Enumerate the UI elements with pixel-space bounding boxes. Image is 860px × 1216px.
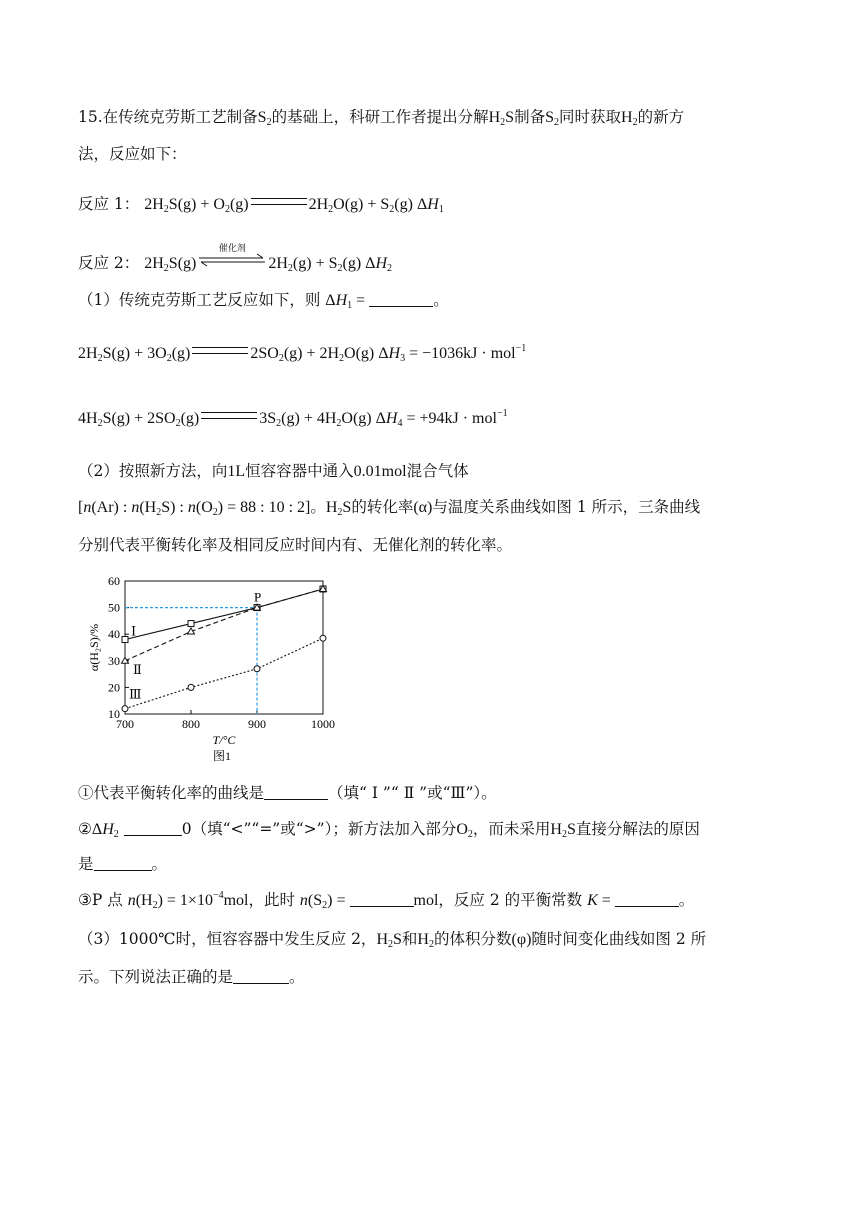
answer-blank-reason[interactable] bbox=[94, 856, 152, 871]
claus-reaction-3: $2H_2S(g) + 3O_2(g) 2SO_2(g) + 2H_2O(g) \Delta H_3 = -1036kJ \cdot mol^{-1}$ bbox=[78, 343, 527, 364]
part-3-line-2: 示。下列说法正确的是 。 bbox=[78, 968, 305, 986]
answer-blank-dh2[interactable] bbox=[124, 821, 182, 836]
claus-reaction-4: $4H_2S(g) + 2SO_2(g) 3S_2(g) + 4H_2O(g) \Delta H_4 = +94kJ \cdot mol^{-1}$ bbox=[78, 408, 508, 429]
x-axis-label: T/°C bbox=[212, 733, 236, 747]
question-number: 15. bbox=[78, 108, 103, 126]
x-tick-label: 900 bbox=[248, 717, 266, 731]
question-b-line-1: $②\Delta H_2$ 0（填“<”“=”或“>”）；新方法加入部分$O_2$，而未采用$H_2S$直接分解法的原因 bbox=[78, 820, 700, 840]
catalyst-label: 催化剂 bbox=[218, 244, 246, 254]
y-tick-label: 20 bbox=[108, 680, 120, 695]
intro-line-2: 法，反应如下： bbox=[78, 145, 187, 163]
chart-svg bbox=[78, 572, 338, 772]
series-line-2 bbox=[125, 589, 323, 661]
figure-caption: 图1 bbox=[212, 749, 232, 763]
y-tick-label: 50 bbox=[108, 600, 120, 615]
part-2-line-1: （2）按照新方法，向1L恒容容器中通入0.01mol混合气体 bbox=[78, 462, 469, 480]
part-2-line-3: 分别代表平衡转化率及相同反应时间内有、无催化剂的转化率。 bbox=[78, 536, 513, 554]
reaction-2: 反应 2： $2H_2S(g)$ 催化剂 $2H_2(g) + S_2(g)$ $\Delta H_2$ bbox=[78, 250, 392, 275]
y-tick-label: 60 bbox=[108, 574, 120, 588]
intro-line-1: 15.在传统克劳斯工艺制备$S_2$的基础上，科研工作者提出分解$H_2S$制备$S_2$同时获取$H_2$的新方 bbox=[78, 108, 685, 128]
series-line-1 bbox=[125, 589, 323, 640]
equilibrium-arrow-icon bbox=[197, 244, 267, 270]
reaction-2-label: 反应 2： bbox=[78, 254, 140, 272]
x-tick-label: 800 bbox=[182, 717, 200, 731]
answer-blank-part3[interactable] bbox=[233, 969, 289, 984]
part-3-line-1: （3）1000℃时，恒容容器中发生反应 2，$H_2S$和$H_2$的体积分数(φ)随时间变化曲线如图 2 所 bbox=[78, 930, 707, 950]
y-tick-label: 40 bbox=[108, 627, 120, 642]
reaction-1-label: 反应 1： bbox=[78, 195, 140, 213]
figure-1-chart bbox=[78, 572, 338, 772]
series-label-1: Ⅰ bbox=[131, 623, 137, 639]
series-line-3 bbox=[125, 638, 323, 708]
question-c: ③P 点 $n(H_2) = 1\times 10^{-4}mol$，此时 $n(S_2)$ = mol，反应 2 的平衡常数 K = 。 bbox=[78, 890, 695, 911]
part-2-line-2: [n(Ar) : $n(H_2S)$ : $n(O_2) = 88$ : 10 : 2]。$H_2S$的转化率(α)与温度关系曲线如图 1 所示，三条曲线 bbox=[78, 498, 701, 518]
data-point-square bbox=[188, 621, 194, 627]
point-p-label: P bbox=[254, 589, 262, 605]
x-tick-label: 700 bbox=[116, 717, 134, 731]
data-point-circle bbox=[320, 635, 326, 641]
y-axis-label: α(H₂S)/% bbox=[87, 623, 101, 672]
data-point-circle bbox=[188, 684, 194, 690]
answer-blank-curve[interactable] bbox=[264, 785, 328, 800]
data-point-circle bbox=[254, 666, 260, 672]
y-tick-label: 10 bbox=[108, 707, 120, 721]
question-a: ①代表平衡转化率的曲线是 （填“ Ⅰ ”“ Ⅱ ”或“Ⅲ”）。 bbox=[78, 784, 497, 802]
answer-blank-k[interactable] bbox=[615, 892, 679, 907]
x-tick-label: 1000 bbox=[311, 717, 335, 731]
data-point-circle bbox=[122, 706, 128, 712]
answer-blank-ns2[interactable] bbox=[350, 892, 414, 907]
series-label-2: Ⅱ bbox=[133, 661, 142, 677]
question-b-line-2: 是 。 bbox=[78, 855, 168, 873]
reaction-1: 反应 1： $2H_2S(g) + O_2(g) 2H_2O(g) + S_2(g)$ $\Delta H_1$ bbox=[78, 195, 444, 215]
part-1-question: （1）传统克劳斯工艺反应如下，则 $\Delta H_1$ = 。 bbox=[78, 291, 449, 311]
y-tick-label: 30 bbox=[108, 653, 120, 668]
data-point-square bbox=[122, 637, 128, 643]
answer-blank-dh1[interactable] bbox=[369, 292, 433, 307]
series-label-3: Ⅲ bbox=[129, 686, 142, 702]
